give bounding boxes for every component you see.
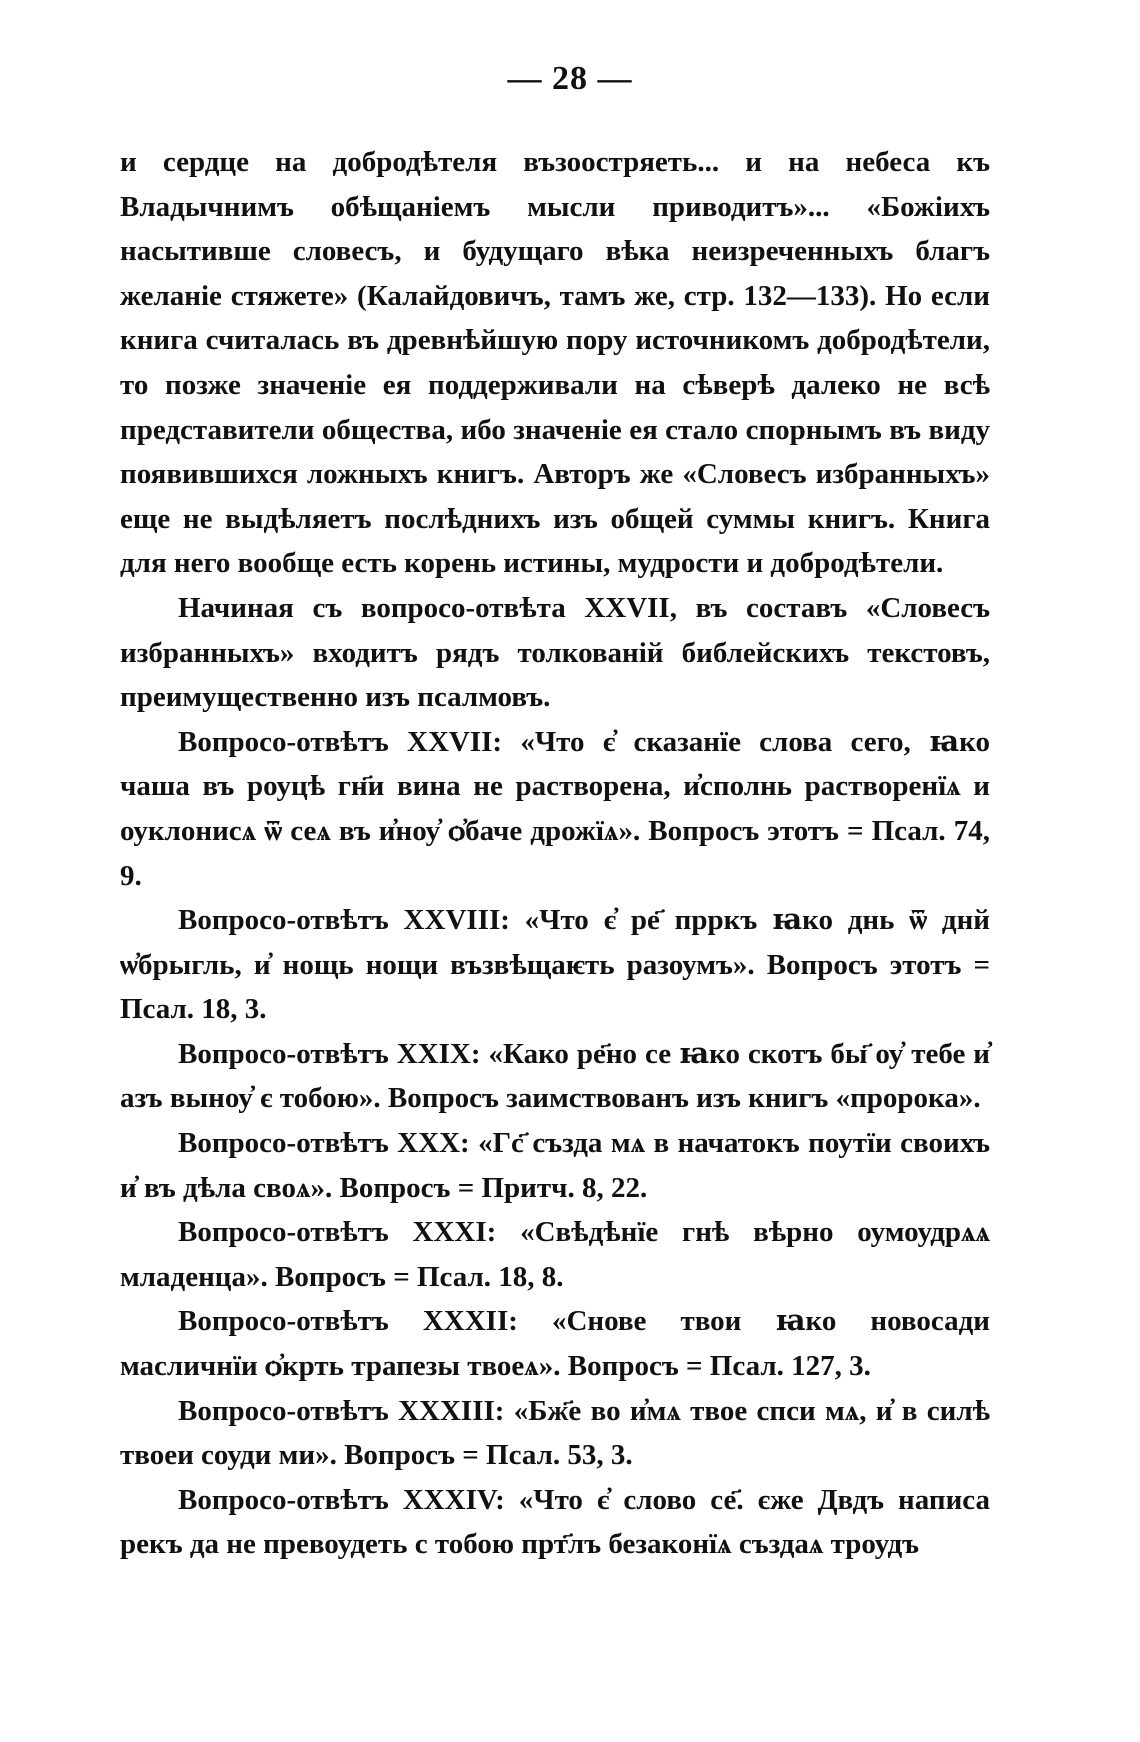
paragraph-4: Вопросо-отвѣтъ XXVIII: «Что є҆ ре҃ прркъ ꙗко днь ѿ днй ѡ҆брыгль, и҆ нощь нощи възвѣщаѥть разоумъ». Вопросъ этотъ = Псал. 18, 3. <box>120 904 990 1026</box>
text-body <box>120 140 990 1567</box>
paragraph-8: Вопросо-отвѣтъ XXXII: «Снове твои ꙗко новосади масличнїи ѻ҆крть трапезы твоеѧ». Вопросъ = Псал. 127, 3. <box>120 1305 990 1383</box>
paragraph-10: Вопросо-отвѣтъ XXXIV: «Что є҆ слово се҃. єже Двдъ написа рекъ да не превоудеть с тобою прт҃лъ безаконїѧ създаѧ троудъ <box>120 1483 990 1561</box>
paragraph-2: Начиная съ вопросо-отвѣта XXVII, въ составъ «Словесъ избранныхъ» входитъ рядъ толкованій библейскихъ текстовъ, преимущественно изъ псалмовъ. <box>120 591 990 714</box>
paragraph-3: Вопросо-отвѣтъ XXVII: «Что є҆ сказанїе слова сего, ꙗко чаша въ роуцѣ гн҃и вина не растворена, и҆сполнь растворенїѧ и оуклонисѧ ѿ сеѧ въ и҆ноу҆ ѻ҆баче дрожїѧ». Вопросъ этотъ = Псал. 74, 9. <box>120 725 990 892</box>
paragraph-5: Вопросо-отвѣтъ XXIX: «Како ре҃но се ꙗко скотъ бы҃ оу҆ тебе и҆ азъ выноу҆ є тобою». Вопросъ заимствованъ изъ книгъ «пророка». <box>120 1037 990 1115</box>
page-number: — 28 — <box>507 60 633 97</box>
paragraph-7: Вопросо-отвѣтъ XXXI: «Свѣдѣнїе гнѣ вѣрно оумоудрѧѧ младенца». Вопросъ = Псал. 18, 8. <box>120 1216 990 1293</box>
paragraph-1: и сердце на добродѣтеля възоостряеть... и на небеса къ Владычнимъ обѣщаніемъ мысли приводитъ»... «Божіихъ насытивше словесъ, и будущаго вѣка неизреченныхъ благъ желаніе стяжете» (Калайдовичъ, тамъ же, стр. 132—133). Но если книга считалась въ древнѣйшую пору источникомъ добродѣтели, то позже значеніе ея поддерживали на сѣверѣ далеко не всѣ представители общества, ибо значеніе ея стало спорнымъ въ виду появившихся ложныхъ книгъ. Авторъ же «Словесъ избранныхъ» еще не выдѣляетъ послѣднихъ изъ общей суммы книгъ. Книга для него вообще есть корень истины, мудрости и добродѣтели. <box>120 146 990 580</box>
paragraph-6: Вопросо-отвѣтъ XXX: «Гс҃ създа мѧ в начатокъ поутїи своихъ и҆ въ дѣла своѧ». Вопросъ = Притч. 8, 22. <box>120 1127 990 1204</box>
paragraph-9: Вопросо-отвѣтъ XXXIII: «Бж҃е во и҆мѧ твое спси мѧ, и҆ в силѣ твоеи соуди ми». Вопросъ = Псал. 53, 3. <box>120 1394 990 1472</box>
